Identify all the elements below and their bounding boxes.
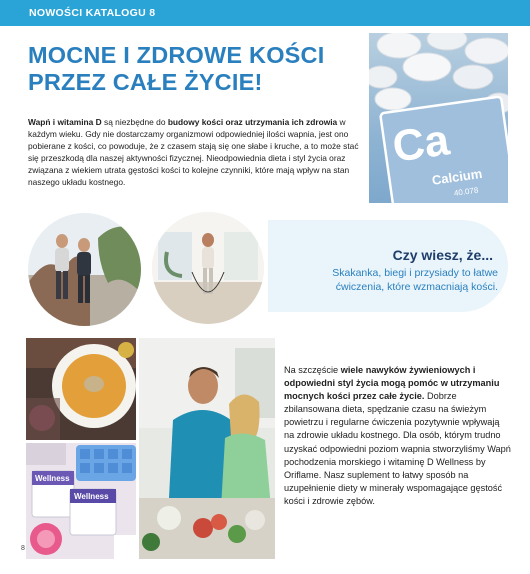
walking-couple-photo (28, 213, 141, 326)
intro-text-1: są niezbędne do (101, 117, 168, 127)
did-you-know-title: Czy wiesz, że... (392, 247, 493, 263)
catalog-banner (0, 0, 530, 26)
element-name: Calcium (430, 165, 484, 188)
soup-bowl-photo (26, 338, 136, 440)
did-you-know-text: Skakanka, biegi i przysiady to łatwe ćwiczenia, które wzmacniają kości. (332, 267, 498, 293)
intro-paragraph (28, 116, 364, 188)
intro-bold-1: Wapń i witamina D (28, 117, 102, 127)
banner-label: NOWOŚCI KATALOGU 8 (29, 7, 156, 19)
intro-bold-2: budowy kości oraz utrzymania ich zdrowia (167, 117, 338, 127)
intro-text-2: w każdym wieku. Gdy nie dostarczamy organizmowi odpowiedniej ilości wapnia, jest ono pobierane z kości, co powoduje, że z czasem stają się one słabe i kruche, a to może stać się przeszkodą dla naszej aktywności fizycznej. Nieodpowiednia dieta i styl życia oraz związana z wiekiem utrata gęstości kości to kolejne czynniki, które mają wpływ na stan naszego układu kostnego. (28, 117, 359, 187)
jump-rope-photo (152, 212, 264, 324)
body-paragraph (284, 364, 512, 508)
body-text-1: Na szczęście (284, 365, 341, 375)
title-line-2: PRZEZ CAŁE ŻYCIE! (28, 69, 263, 95)
did-you-know-callout (268, 220, 508, 312)
calcium-tablets-photo (369, 33, 508, 203)
wellness-box-2-label: Wellness (74, 492, 109, 501)
body-bold-1: wiele nawyków żywieniowych i odpowiedni styl życia mogą pomóc w utrzymaniu mocnych kości przez całe życie. (284, 365, 500, 402)
cooking-couple-photo (139, 338, 275, 559)
element-symbol: Ca (389, 115, 453, 172)
calcium-tile-illustration (369, 33, 508, 203)
wellness-products-photo (26, 443, 136, 559)
page-number: 8 (21, 545, 25, 552)
title-line-1: MOCNE I ZDROWE KOŚCI (28, 42, 325, 68)
body-text-2: Dobrze zbilansowana dieta, spędzanie czasu na świeżym powietrzu i regularne ćwiczenia pozytywnie wpływają na zdrowie układu kostnego. Dla osób, którym trudno uzyskać odpowiedni poziom wapnia stworzyliśmy Wapń pochodzenia morskiego i witaminę D Wellness by Oriflame. Nasz suplement to łatwy sposób na uzupełnienie diety w minerały wspomagające gęstość kości i zdrowie zębów. (284, 391, 511, 506)
page-title (28, 42, 358, 96)
element-mass: 40.078 (453, 185, 479, 198)
wellness-box-1-label: Wellness (35, 474, 70, 483)
